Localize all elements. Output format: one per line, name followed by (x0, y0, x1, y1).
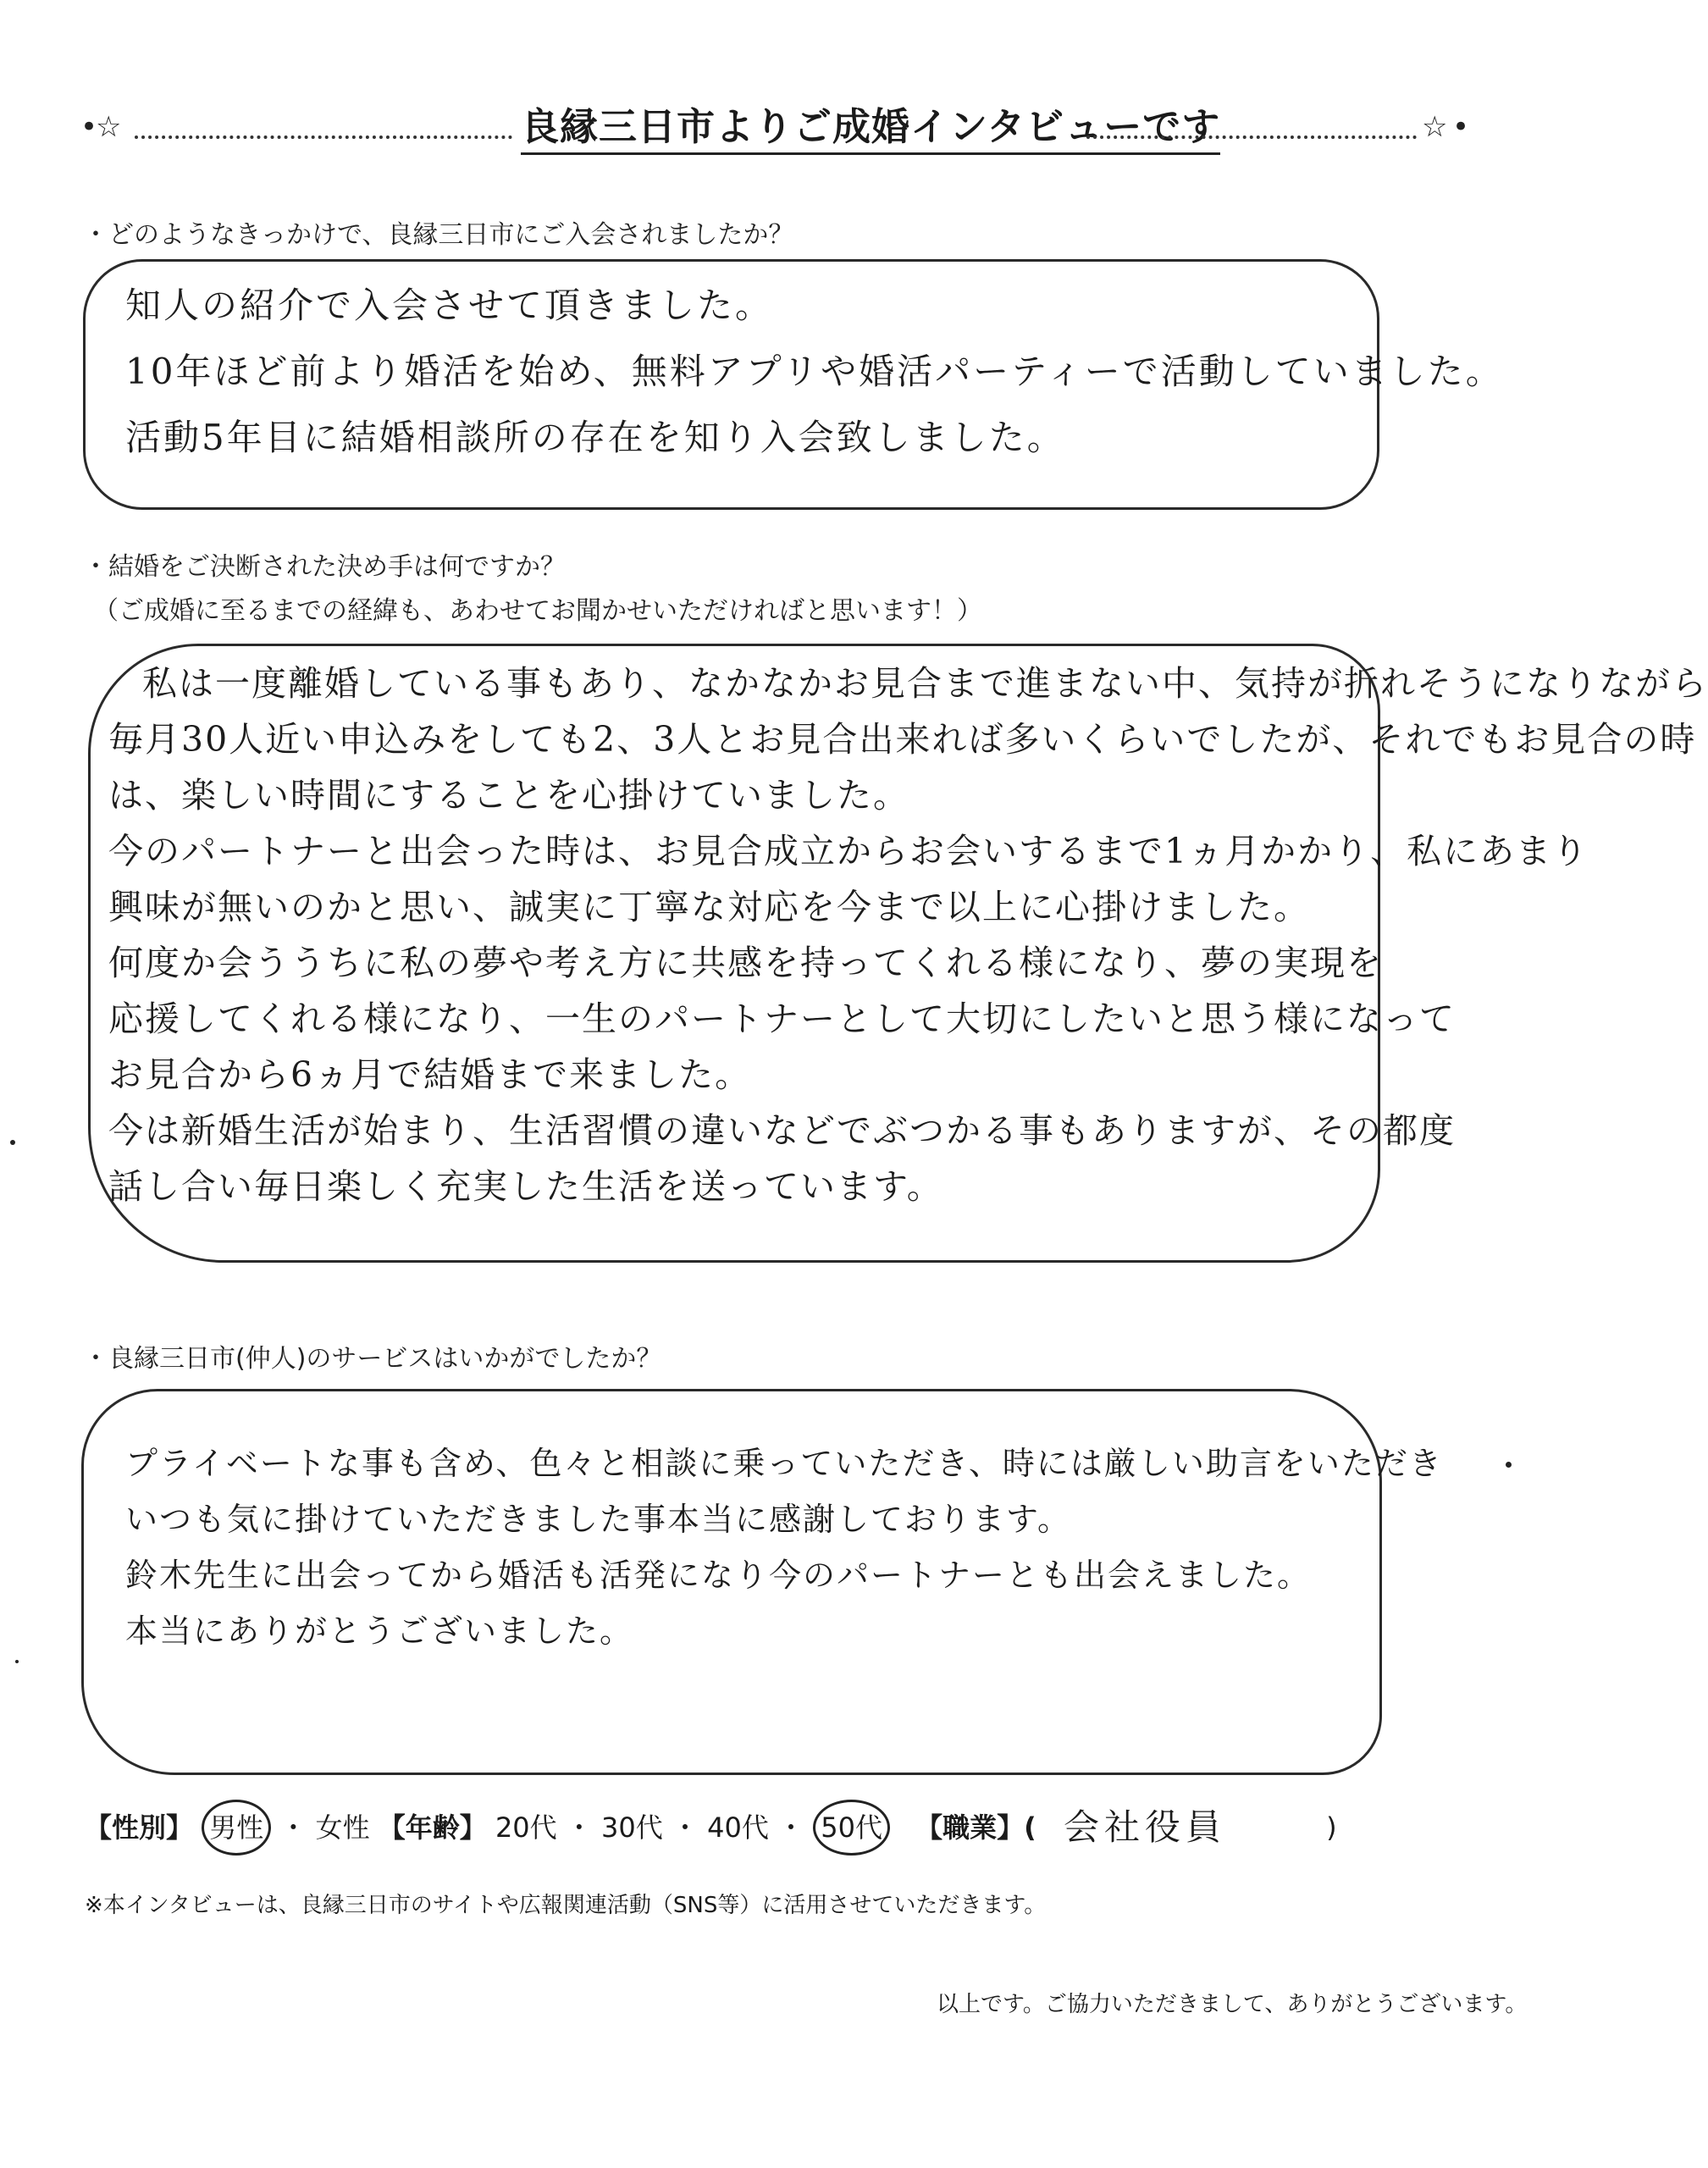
answer-line: 応援してくれる様になり、一生のパートナーとして大切にしたいと思う様になって (108, 998, 1456, 1039)
page-title: 良縁三日市よりご成婚インタビューです (521, 103, 1220, 155)
answer-line: 私は一度離婚している事もあり、なかなかお見合まで進まない中、気持が折れそうになりながら (142, 663, 1708, 704)
gender-option-male-selected: 男性 (202, 1800, 271, 1856)
answer-line: 10年ほど前より婚活を始め、無料アプリや婚活パーティーで活動していました。 (125, 351, 1504, 392)
age-option-40s: 40代 (707, 1811, 769, 1844)
question-2: ・結婚をご決断された決め手は何ですか？ (83, 552, 566, 582)
answer-1-text (125, 273, 1504, 471)
answer-line: 今は新婚生活が始まり、生活習慣の違いなどでぶつかる事もありますが、その都度 (108, 1110, 1456, 1151)
scan-speck (15, 1660, 19, 1663)
age-option-50s-selected: 50代 (813, 1800, 890, 1856)
age-option-30s: 30代 (601, 1811, 663, 1844)
occupation-label: 【職業】( (915, 1811, 1036, 1844)
answer-line: は、楽しい時間にすることを心掛けていました。 (108, 775, 909, 816)
closing-message: 以上です。ご協力いただきまして、ありがとうございます。 (937, 1992, 1528, 2017)
answer-line: プライベートな事も含め、色々と相談に乗っていただき、時には厳しい助言をいただき (125, 1445, 1443, 1482)
answer-line: 活動5年目に結婚相談所の存在を知り入会致しました。 (125, 417, 1065, 458)
star-icon-right: ☆ (1422, 110, 1448, 144)
answer-line: 知人の紹介で入会させて頂きました。 (125, 285, 774, 326)
separator: ・ (279, 1811, 307, 1844)
answer-line: 毎月30人近い申込みをしても2、3人とお見合出来れば多いくらいでしたが、それでもお見合の時 (108, 719, 1697, 760)
page-header (80, 102, 1470, 152)
answer-line: 興味が無いのかと思い、誠実に丁寧な対応を今まで以上に心掛けました。 (108, 887, 1310, 927)
question-3: ・良縁三日市(仲人)のサービスはいかがでしたか？ (83, 1344, 662, 1374)
dotted-leader-left (135, 136, 512, 139)
age-label: 【年齢】 (378, 1811, 487, 1844)
occupation-close: ) (1326, 1811, 1337, 1844)
gender-label: 【性別】 (85, 1811, 194, 1844)
answer-line: 本当にありがとうございました。 (125, 1612, 634, 1650)
dot-bullet: • (80, 110, 98, 144)
dotted-leader-right (1086, 136, 1417, 139)
answer-line: お見合から6ヵ月で結婚まで来ました。 (108, 1054, 752, 1095)
answer-line: 何度か会ううちに私の夢や考え方に共感を持ってくれる様になり、夢の実現を (108, 943, 1383, 983)
separator: ・ (777, 1811, 805, 1844)
age-option-20s: 20代 (495, 1811, 557, 1844)
scan-speck (1506, 1462, 1512, 1468)
answer-line: 今のパートナーと出会った時は、お見合成立からお会いするまで1ヵ月かかり、私にあまり (108, 831, 1589, 871)
answer-line: 話し合い毎日楽しく充実した生活を送っています。 (108, 1166, 943, 1207)
occupation-value: 会社役員 (1063, 1806, 1226, 1848)
answer-line: 鈴木先生に出会ってから婚活も活発になり今のパートナーとも出会えました。 (125, 1557, 1312, 1594)
separator: ・ (671, 1811, 699, 1844)
question-1: ・どのようなきっかけで、良縁三日市にご入会されましたか？ (83, 220, 794, 250)
separator: ・ (565, 1811, 593, 1844)
dot-bullet: • (1452, 110, 1470, 144)
question-2-subtext: （ご成婚に至るまでの経緯も、あわせてお聞かせいただければと思います！） (93, 596, 982, 626)
usage-notice: ※本インタビューは、良縁三日市のサイトや広報関連活動（SNS等）に活用させていただきます。 (85, 1893, 1047, 1918)
gender-option-female: 女性 (315, 1811, 370, 1844)
answer-3-text (125, 1435, 1443, 1659)
scan-speck (10, 1140, 15, 1145)
profile-row (85, 1800, 1337, 1850)
answer-line: いつも気に掛けていただきました事本当に感謝しております。 (125, 1501, 1071, 1538)
answer-2-text (108, 655, 1708, 1214)
star-icon-left: ☆ (96, 110, 122, 144)
